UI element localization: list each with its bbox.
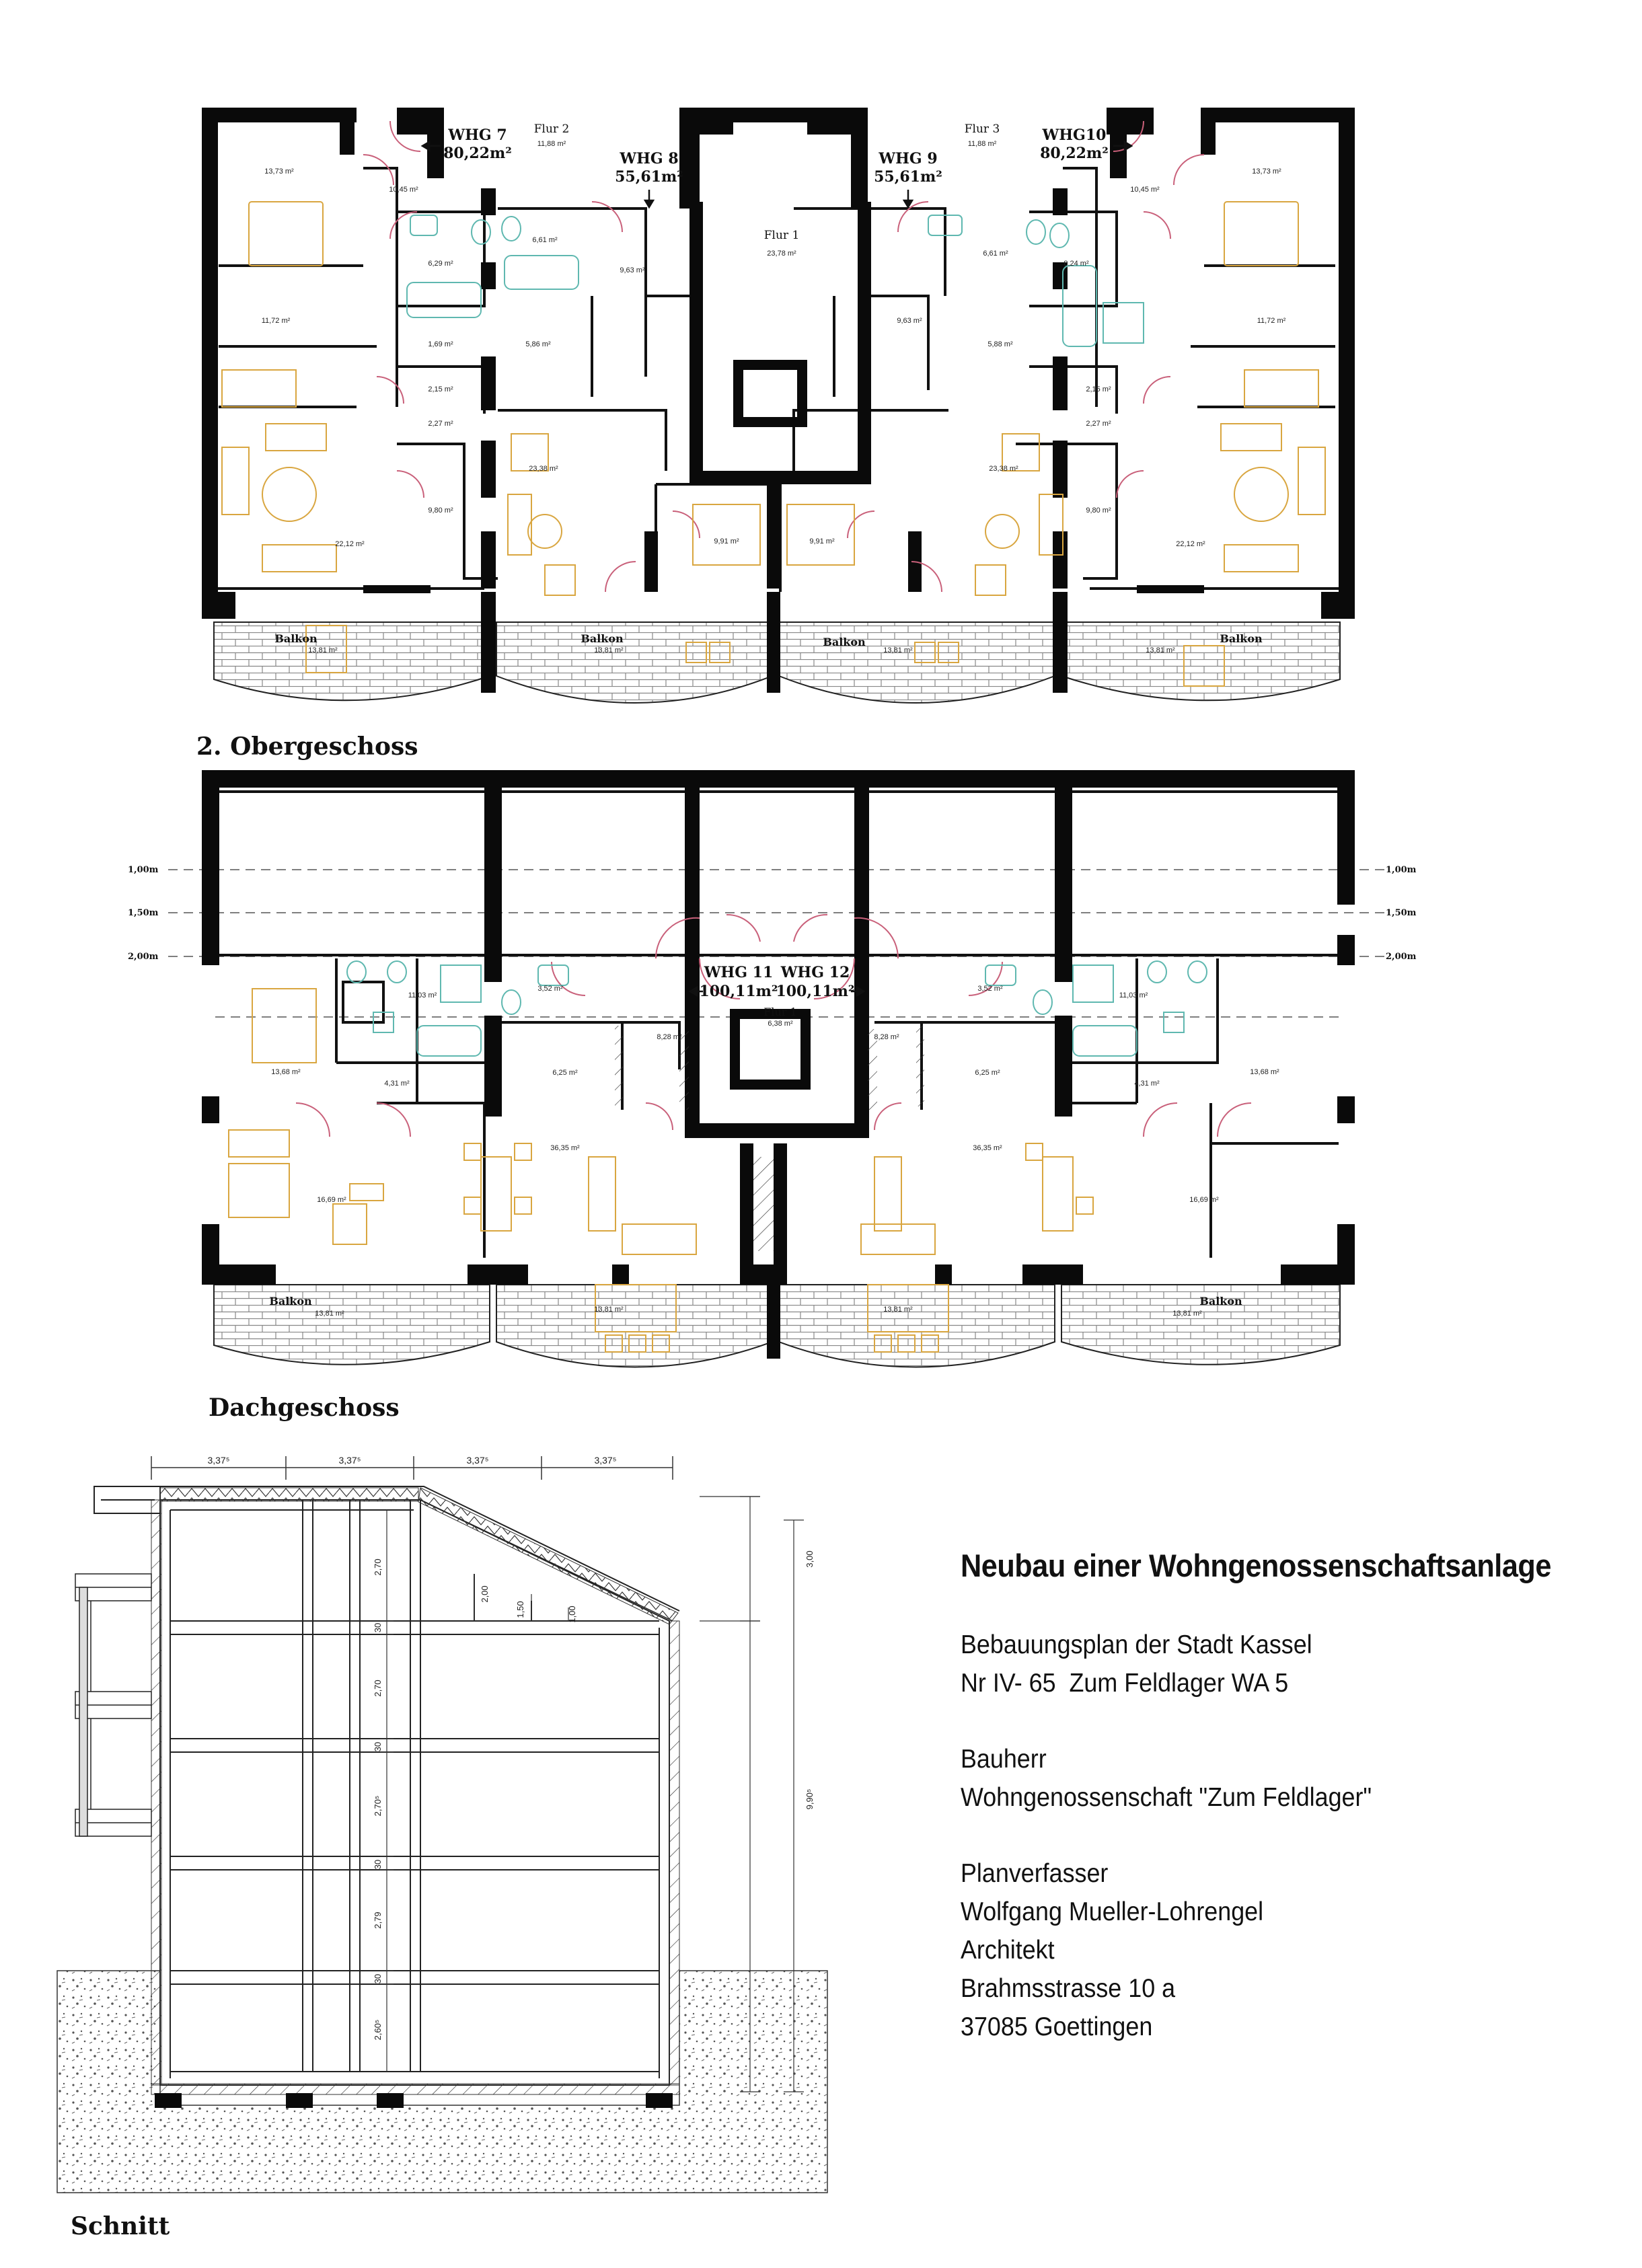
svg-text:3,52 m²: 3,52 m² [537, 985, 563, 993]
svg-text:1,50: 1,50 [515, 1601, 525, 1618]
svg-text:16,69 m²: 16,69 m² [1189, 1196, 1219, 1204]
svg-text:23,38 m²: 23,38 m² [529, 465, 558, 473]
architect-block [961, 1854, 1579, 2046]
svg-text:2,27 m²: 2,27 m² [428, 420, 453, 428]
unit-whg10-area: 80,22m² [1040, 145, 1109, 162]
balconies-left [75, 1574, 151, 1836]
svg-text:9,80 m²: 9,80 m² [1086, 506, 1111, 515]
svg-text:9,63 m²: 9,63 m² [620, 266, 645, 274]
svg-text:11,88 m²: 11,88 m² [537, 140, 566, 148]
section-caption: Schnitt [71, 2212, 170, 2240]
svg-text:22,12 m²: 22,12 m² [1176, 540, 1205, 548]
svg-text:9,80 m²: 9,80 m² [428, 506, 453, 515]
svg-text:1,50m: 1,50m [1386, 908, 1417, 918]
svg-text:2,70: 2,70 [373, 1679, 383, 1697]
svg-text:13,68 m²: 13,68 m² [271, 1068, 301, 1076]
plan-caption-og2: 2. Obergeschoss [196, 732, 418, 761]
floor-plan-attic [128, 770, 1417, 1422]
svg-text:Balkon: Balkon [1220, 632, 1263, 645]
flur-1-label: Flur 1 [763, 229, 800, 242]
unit-whg10-name: WHG10 [1042, 126, 1107, 144]
svg-text:6,61 m²: 6,61 m² [983, 250, 1008, 258]
svg-text:13,68 m²: 13,68 m² [1250, 1068, 1279, 1076]
svg-text:13,81 m²: 13,81 m² [594, 646, 624, 654]
svg-text:2,15 m²: 2,15 m² [1086, 385, 1111, 393]
dimension-labels-vertical [373, 1558, 577, 2040]
insulation-band [151, 1488, 679, 2094]
svg-text:2,00m: 2,00m [1386, 952, 1417, 962]
svg-text:13,81 m²: 13,81 m² [883, 646, 913, 654]
svg-text:4,31 m²: 4,31 m² [1134, 1080, 1160, 1088]
svg-text:11,03 m²: 11,03 m² [1119, 991, 1148, 999]
svg-text:36,35 m²: 36,35 m² [973, 1144, 1002, 1152]
plan-line: Nr IV- 65 Zum Feldlager WA 5 [961, 1669, 1289, 1698]
svg-text:11,88 m²: 11,88 m² [967, 140, 997, 148]
flur-2-label: Flur 2 [533, 122, 570, 136]
client-line: Bauherr [961, 1745, 1047, 1774]
plan-line: Bebauungsplan der Stadt Kassel [961, 1630, 1312, 1659]
svg-text:6,61 m²: 6,61 m² [532, 236, 558, 244]
svg-text:1,50m: 1,50m [128, 908, 159, 918]
height-labels [128, 865, 1417, 962]
roof-edge [94, 1486, 160, 1513]
ground [57, 1971, 827, 2193]
svg-text:2,70⁵: 2,70⁵ [373, 1795, 383, 1817]
svg-text:5,88 m²: 5,88 m² [987, 340, 1013, 348]
unit-whg8-area: 55,61m² [615, 168, 683, 186]
client-line: Wohngenossenschaft "Zum Feldlager" [961, 1783, 1372, 1812]
svg-text:3,37⁵: 3,37⁵ [338, 1455, 361, 1466]
svg-text:13,81 m²: 13,81 m² [308, 646, 338, 654]
svg-text:13,73 m²: 13,73 m² [1252, 167, 1281, 176]
unit-labels [699, 964, 854, 1018]
svg-text:10,45 m²: 10,45 m² [389, 186, 418, 194]
svg-text:11,03 m²: 11,03 m² [408, 991, 437, 999]
plan-reference [961, 1626, 1579, 1702]
svg-text:30: 30 [373, 1973, 383, 1984]
svg-text:13,81 m²: 13,81 m² [315, 1310, 344, 1318]
building-section [57, 1455, 827, 2240]
unit-whg8-name: WHG 8 [620, 150, 679, 167]
structural-walls [202, 770, 1355, 1359]
svg-text:13,81 m²: 13,81 m² [594, 1306, 624, 1314]
svg-text:2,70: 2,70 [373, 1558, 383, 1576]
svg-text:13,81 m²: 13,81 m² [1146, 646, 1175, 654]
title-block [961, 1547, 1633, 2084]
unit-whg9-area: 55,61m² [874, 168, 942, 186]
svg-text:13,81 m²: 13,81 m² [883, 1306, 913, 1314]
unit-whg9-name: WHG 9 [879, 150, 938, 167]
svg-text:9,91 m²: 9,91 m² [714, 537, 739, 545]
svg-text:9,90⁵: 9,90⁵ [805, 1788, 815, 1810]
unit-whg7-area: 80,22m² [443, 145, 512, 162]
svg-text:Balkon: Balkon [823, 636, 866, 648]
svg-text:6,38 m²: 6,38 m² [768, 1020, 793, 1028]
flur-1-label: Flur 1 [763, 1006, 797, 1018]
structural-walls [202, 108, 1355, 693]
architect-line: Architekt [961, 1936, 1055, 1965]
dimension-line-vertical [380, 1510, 568, 2072]
svg-text:2,00: 2,00 [480, 1585, 490, 1603]
svg-text:13,73 m²: 13,73 m² [264, 167, 294, 176]
unit-whg7-name: WHG 7 [448, 126, 507, 144]
svg-text:22,12 m²: 22,12 m² [335, 540, 365, 548]
unit-arrows [422, 142, 1131, 207]
svg-text:3,37⁵: 3,37⁵ [466, 1455, 489, 1466]
svg-text:Balkon: Balkon [274, 632, 318, 645]
client-block [961, 1740, 1579, 1817]
svg-text:8,28 m²: 8,28 m² [657, 1033, 682, 1041]
svg-text:3,37⁵: 3,37⁵ [594, 1455, 617, 1466]
svg-text:1,69 m²: 1,69 m² [428, 340, 453, 348]
architect-line: Wolfgang Mueller-Lohrengel [961, 1897, 1264, 1926]
project-title: Neubau einer Wohngenossenschaftsanlage [961, 1548, 1551, 1583]
svg-text:16,69 m²: 16,69 m² [317, 1196, 346, 1204]
svg-text:1,00m: 1,00m [128, 865, 159, 875]
svg-text:36,35 m²: 36,35 m² [550, 1144, 580, 1152]
svg-text:9,63 m²: 9,63 m² [897, 317, 922, 325]
svg-text:2,15 m²: 2,15 m² [428, 385, 453, 393]
svg-text:Balkon: Balkon [1199, 1295, 1242, 1308]
svg-text:4,31 m²: 4,31 m² [384, 1080, 410, 1088]
svg-text:30: 30 [373, 1859, 383, 1870]
unit-whg12-area: 100,11m² [776, 983, 855, 1000]
svg-text:3,37⁵: 3,37⁵ [207, 1455, 230, 1466]
svg-text:30: 30 [373, 1741, 383, 1752]
dimension-labels-right [805, 1550, 815, 1809]
svg-text:23,38 m²: 23,38 m² [989, 465, 1018, 473]
unit-whg11-name: WHG 11 [704, 964, 774, 981]
svg-text:9,91 m²: 9,91 m² [809, 537, 835, 545]
svg-text:13,81 m²: 13,81 m² [1172, 1310, 1202, 1318]
svg-text:30: 30 [373, 1622, 383, 1633]
svg-text:5,86 m²: 5,86 m² [525, 340, 551, 348]
svg-text:6,25 m²: 6,25 m² [975, 1069, 1000, 1077]
svg-text:6,29 m²: 6,29 m² [428, 260, 453, 268]
svg-text:11,72 m²: 11,72 m² [1257, 317, 1286, 325]
svg-text:11,72 m²: 11,72 m² [261, 317, 291, 325]
svg-text:2,27 m²: 2,27 m² [1086, 420, 1111, 428]
svg-text:6,25 m²: 6,25 m² [552, 1069, 578, 1077]
plan-caption-dg: Dachgeschoss [209, 1394, 400, 1422]
svg-text:10,45 m²: 10,45 m² [1130, 186, 1160, 194]
svg-text:1,00m: 1,00m [1386, 865, 1417, 875]
svg-text:Balkon: Balkon [269, 1295, 312, 1308]
svg-text:Balkon: Balkon [581, 632, 624, 645]
unit-whg11-area: 100,11m² [699, 983, 778, 1000]
architect-line: 37085 Goettingen [961, 2012, 1153, 2041]
svg-text:2,60⁵: 2,60⁵ [373, 2019, 383, 2041]
svg-text:1,00: 1,00 [567, 1605, 577, 1623]
svg-text:2,00m: 2,00m [128, 952, 159, 962]
svg-text:23,78 m²: 23,78 m² [767, 250, 796, 258]
flur-3-label: Flur 3 [964, 122, 1000, 136]
svg-text:3,52 m²: 3,52 m² [977, 985, 1003, 993]
architect-line: Planverfasser [961, 1859, 1109, 1888]
svg-text:8,28 m²: 8,28 m² [874, 1033, 899, 1041]
architect-line: Brahmsstrasse 10 a [961, 1974, 1176, 2003]
unit-whg12-name: WHG 12 [780, 964, 850, 981]
floor-plan-2nd-upper [196, 108, 1355, 761]
dimension-labels-top [207, 1455, 616, 1466]
svg-text:8,24 m²: 8,24 m² [1063, 260, 1089, 268]
svg-text:2,79: 2,79 [373, 1912, 383, 1929]
svg-text:3,00: 3,00 [805, 1550, 815, 1568]
